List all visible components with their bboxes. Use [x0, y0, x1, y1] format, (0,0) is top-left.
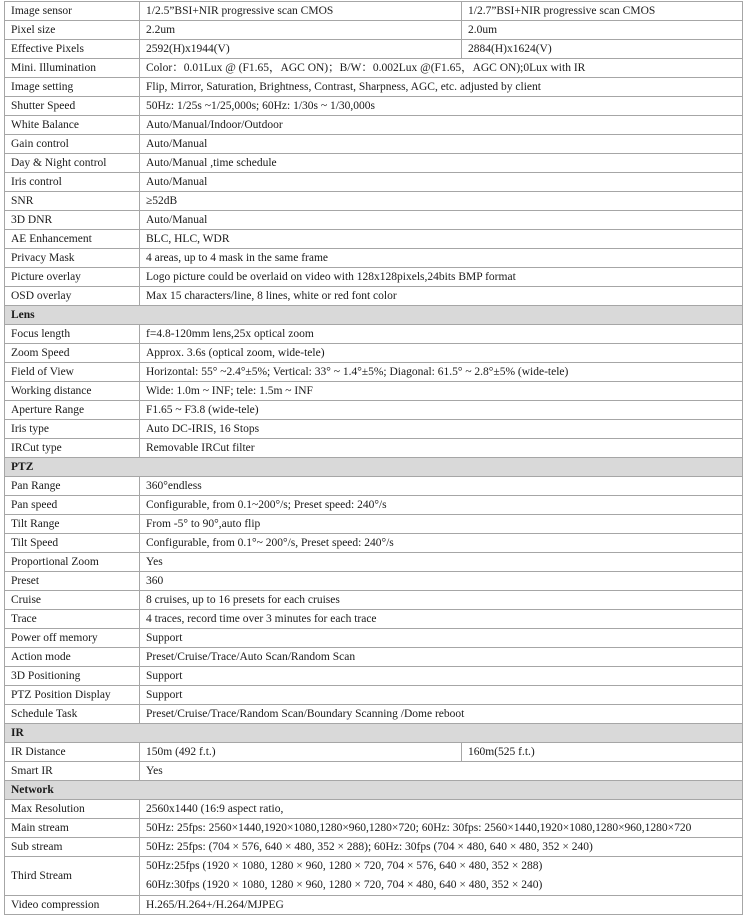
spec-row-smart-ir	[5, 762, 743, 781]
spec-value-multiline	[140, 857, 743, 896]
spec-value: 360°endless	[140, 477, 743, 496]
spec-label: White Balance	[5, 116, 140, 135]
spec-row-3d-positioning	[5, 667, 743, 686]
spec-row-white-balance	[5, 116, 743, 135]
spec-label: 3D Positioning	[5, 667, 140, 686]
spec-value-line: 50Hz:25fps (1920 × 1080, 1280 × 960, 1280 × 720, 704 × 576, 640 × 480, 352 × 288)	[146, 860, 543, 872]
spec-label: Main stream	[5, 819, 140, 838]
spec-label: SNR	[5, 192, 140, 211]
spec-row-aperture-range	[5, 401, 743, 420]
spec-label: Field of View	[5, 363, 140, 382]
spec-value: Auto/Manual/Indoor/Outdoor	[140, 116, 743, 135]
spec-label: Effective Pixels	[5, 40, 140, 59]
spec-row-power-off-memory	[5, 629, 743, 648]
spec-row-ir-distance	[5, 743, 743, 762]
spec-row-ircut-type	[5, 439, 743, 458]
spec-row-pan-range	[5, 477, 743, 496]
spec-value-model-2: 1/2.7”BSI+NIR progressive scan CMOS	[462, 2, 743, 21]
spec-label: OSD overlay	[5, 287, 140, 306]
spec-row-pan-speed	[5, 496, 743, 515]
spec-label: Aperture Range	[5, 401, 140, 420]
spec-row-image-sensor	[5, 2, 743, 21]
spec-value: ≥52dB	[140, 192, 743, 211]
spec-label: PTZ Position Display	[5, 686, 140, 705]
spec-table-body	[5, 2, 743, 915]
spec-label: Tilt Speed	[5, 534, 140, 553]
spec-value: 2560x1440 (16:9 aspect ratio,	[140, 800, 743, 819]
spec-label: Working distance	[5, 382, 140, 401]
spec-row-zoom-speed	[5, 344, 743, 363]
spec-row-image-setting	[5, 78, 743, 97]
spec-label: Gain control	[5, 135, 140, 154]
section-title: PTZ	[5, 458, 743, 477]
spec-value-model-2: 2884(H)x1624(V)	[462, 40, 743, 59]
section-header-network	[5, 781, 743, 800]
spec-label: Focus length	[5, 325, 140, 344]
spec-value: Yes	[140, 553, 743, 572]
spec-label: Action mode	[5, 648, 140, 667]
spec-label: Shutter Speed	[5, 97, 140, 116]
spec-label: Image sensor	[5, 2, 140, 21]
spec-value: Auto/Manual	[140, 173, 743, 192]
spec-value: F1.65 ~ F3.8 (wide-tele)	[140, 401, 743, 420]
spec-value: From -5° to 90°,auto flip	[140, 515, 743, 534]
spec-value-line: 60Hz:30fps (1920 × 1080, 1280 × 960, 1280 × 720, 704 × 480, 640 × 480, 352 × 240)	[146, 879, 543, 891]
spec-value: Flip, Mirror, Saturation, Brightness, Contrast, Sharpness, AGC, etc. adjusted by client	[140, 78, 743, 97]
spec-row-preset	[5, 572, 743, 591]
spec-label: Mini. Illumination	[5, 59, 140, 78]
spec-label: Image setting	[5, 78, 140, 97]
spec-value: Yes	[140, 762, 743, 781]
spec-label: Pan speed	[5, 496, 140, 515]
spec-value: Auto DC-IRIS, 16 Stops	[140, 420, 743, 439]
section-header-lens	[5, 306, 743, 325]
spec-row-proportional-zoom	[5, 553, 743, 572]
spec-row-effective-pixels	[5, 40, 743, 59]
spec-value: Support	[140, 667, 743, 686]
spec-value: Color：0.01Lux @ (F1.65，AGC ON)；B/W：0.002Lux @(F1.65，AGC ON);0Lux with IR	[140, 59, 743, 78]
spec-label: Third Stream	[5, 857, 140, 896]
section-title: Network	[5, 781, 743, 800]
spec-row-focus-length	[5, 325, 743, 344]
spec-row-tilt-speed	[5, 534, 743, 553]
spec-value: Auto/Manual	[140, 135, 743, 154]
spec-row-ptz-position-display	[5, 686, 743, 705]
spec-row-mini-illumination	[5, 59, 743, 78]
section-header-ptz	[5, 458, 743, 477]
spec-value-model-1: 150m (492 f.t.)	[140, 743, 462, 762]
spec-value: Logo picture could be overlaid on video with 128x128pixels,24bits BMP format	[140, 268, 743, 287]
spec-value: Horizontal: 55° ~2.4°±5%; Vertical: 33° ~ 1.4°±5%; Diagonal: 61.5° ~ 2.8°±5% (wide-tele)	[140, 363, 743, 382]
spec-label: Zoom Speed	[5, 344, 140, 363]
spec-label: Smart IR	[5, 762, 140, 781]
spec-value-model-2: 2.0um	[462, 21, 743, 40]
spec-row-picture-overlay	[5, 268, 743, 287]
spec-value-model-2: 160m(525 f.t.)	[462, 743, 743, 762]
spec-label: Schedule Task	[5, 705, 140, 724]
spec-value: 50Hz: 1/25s ~1/25,000s; 60Hz: 1/30s ~ 1/30,000s	[140, 97, 743, 116]
spec-label: Preset	[5, 572, 140, 591]
spec-row-video-compression	[5, 896, 743, 915]
spec-table	[4, 1, 743, 915]
spec-value: Max 15 characters/line, 8 lines, white or red font color	[140, 287, 743, 306]
spec-value: 4 areas, up to 4 mask in the same frame	[140, 249, 743, 268]
spec-row-working-distance	[5, 382, 743, 401]
spec-row-privacy-mask	[5, 249, 743, 268]
spec-row-iris-type	[5, 420, 743, 439]
spec-value: Support	[140, 686, 743, 705]
spec-value: 50Hz: 25fps: (704 × 576, 640 × 480, 352 × 288); 60Hz: 30fps (704 × 480, 640 × 480, 352 × 240)	[140, 838, 743, 857]
spec-value: Wide: 1.0m ~ INF; tele: 1.5m ~ INF	[140, 382, 743, 401]
spec-label: Day & Night control	[5, 154, 140, 173]
spec-row-osd-overlay	[5, 287, 743, 306]
spec-label: Picture overlay	[5, 268, 140, 287]
spec-row-action-mode	[5, 648, 743, 667]
spec-row-day-night-control	[5, 154, 743, 173]
spec-value: Preset/Cruise/Trace/Auto Scan/Random Scan	[140, 648, 743, 667]
spec-row-schedule-task	[5, 705, 743, 724]
spec-row-trace	[5, 610, 743, 629]
spec-row-cruise	[5, 591, 743, 610]
spec-row-iris-control	[5, 173, 743, 192]
spec-value-model-1: 2.2um	[140, 21, 462, 40]
spec-value-model-1: 2592(H)x1944(V)	[140, 40, 462, 59]
spec-label: AE Enhancement	[5, 230, 140, 249]
spec-label: Max Resolution	[5, 800, 140, 819]
spec-label: Pixel size	[5, 21, 140, 40]
spec-row-field-of-view	[5, 363, 743, 382]
spec-value: Removable IRCut filter	[140, 439, 743, 458]
spec-label: Pan Range	[5, 477, 140, 496]
spec-row-3d-dnr	[5, 211, 743, 230]
section-header-ir	[5, 724, 743, 743]
spec-value: 50Hz: 25fps: 2560×1440,1920×1080,1280×960,1280×720; 60Hz: 30fps: 2560×1440,1920×1080,1280×960,1280×720	[140, 819, 743, 838]
section-title: IR	[5, 724, 743, 743]
spec-value: Auto/Manual ,time schedule	[140, 154, 743, 173]
spec-value: Preset/Cruise/Trace/Random Scan/Boundary Scanning /Dome reboot	[140, 705, 743, 724]
section-title: Lens	[5, 306, 743, 325]
spec-label: Tilt Range	[5, 515, 140, 534]
spec-row-ae-enhancement	[5, 230, 743, 249]
spec-value: BLC, HLC, WDR	[140, 230, 743, 249]
spec-value: 4 traces, record time over 3 minutes for each trace	[140, 610, 743, 629]
spec-value: Configurable, from 0.1~200°/s; Preset speed: 240°/s	[140, 496, 743, 515]
spec-row-shutter-speed	[5, 97, 743, 116]
spec-value: Configurable, from 0.1°~ 200°/s, Preset speed: 240°/s	[140, 534, 743, 553]
spec-value: f=4.8-120mm lens,25x optical zoom	[140, 325, 743, 344]
spec-label: Sub stream	[5, 838, 140, 857]
spec-row-tilt-range	[5, 515, 743, 534]
spec-row-max-resolution	[5, 800, 743, 819]
spec-label: Video compression	[5, 896, 140, 915]
spec-row-third-stream	[5, 857, 743, 896]
spec-value: Approx. 3.6s (optical zoom, wide-tele)	[140, 344, 743, 363]
spec-row-gain-control	[5, 135, 743, 154]
spec-label: Cruise	[5, 591, 140, 610]
spec-row-sub-stream	[5, 838, 743, 857]
spec-value: Auto/Manual	[140, 211, 743, 230]
spec-label: Proportional Zoom	[5, 553, 140, 572]
spec-row-snr	[5, 192, 743, 211]
spec-value: H.265/H.264+/H.264/MJPEG	[140, 896, 743, 915]
spec-label: 3D DNR	[5, 211, 140, 230]
spec-label: Trace	[5, 610, 140, 629]
spec-row-pixel-size	[5, 21, 743, 40]
spec-label: IR Distance	[5, 743, 140, 762]
spec-label: IRCut type	[5, 439, 140, 458]
spec-value: Support	[140, 629, 743, 648]
spec-label: Iris type	[5, 420, 140, 439]
spec-label: Iris control	[5, 173, 140, 192]
spec-row-main-stream	[5, 819, 743, 838]
spec-label: Power off memory	[5, 629, 140, 648]
spec-value-model-1: 1/2.5”BSI+NIR progressive scan CMOS	[140, 2, 462, 21]
spec-label: Privacy Mask	[5, 249, 140, 268]
spec-value: 8 cruises, up to 16 presets for each cruises	[140, 591, 743, 610]
spec-value: 360	[140, 572, 743, 591]
